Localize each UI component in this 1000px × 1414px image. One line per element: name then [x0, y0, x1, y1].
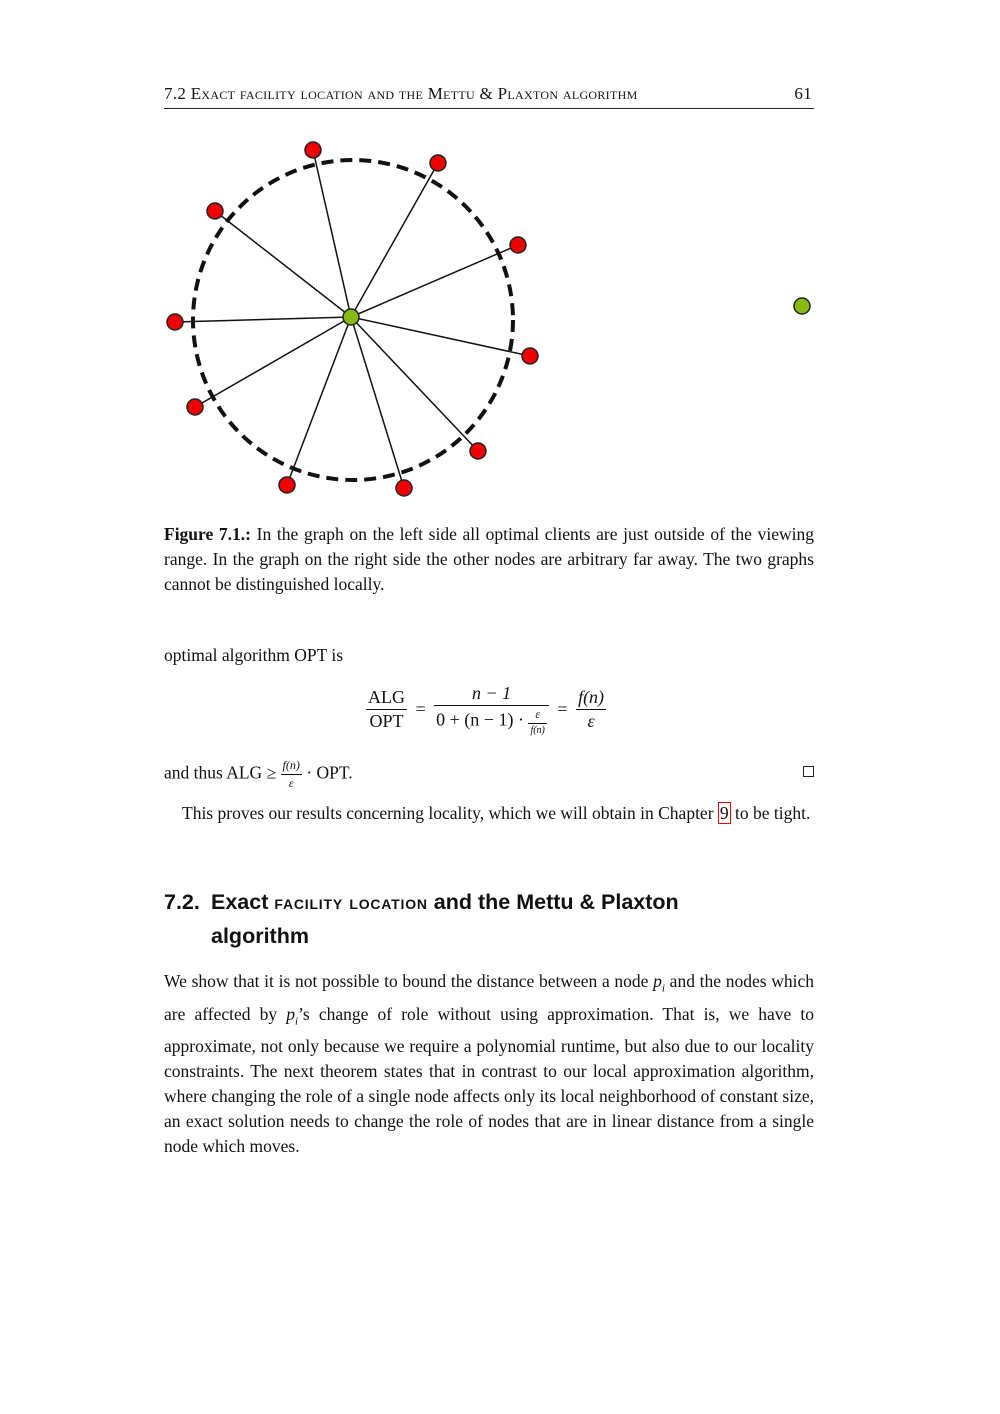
fn-eps-fraction: $\frac{f(n)}{\varepsilon}$: [578, 687, 605, 731]
ratio-equation: $\frac{\text{ALG}}{\text{OPT}}$ = n − 1 0 + (n − 1) · $\frac{\varepsilon}{f(n)}$ = $\frac{f(n)}{\varepsilon}$: [368, 683, 605, 736]
edge-8: [195, 317, 351, 407]
client-node-5: [470, 443, 486, 459]
alg-opt-fraction: $\frac{\text{ALG}}{\text{OPT}}$: [368, 687, 405, 731]
thus-line: and thus ALG ≥ $\frac{f(n)}{\varepsilon}$ · OPT.: [164, 758, 814, 791]
caption-text: In the graph on the left side all optimal clients are just outside of the viewing range. In the graph on the right side the other nodes are arbitrary far away. The two graphs cannot be distinguished locally.: [164, 524, 814, 594]
intro-line: optimal algorithm OPT is: [164, 645, 344, 665]
edge-3: [351, 245, 518, 317]
edge-7: [287, 317, 351, 485]
far-facility-node: [794, 298, 810, 314]
client-node-7: [279, 477, 295, 493]
center-facility-node: [343, 309, 359, 325]
caption-label: Figure 7.1.:: [164, 524, 251, 544]
qed-box: [803, 766, 814, 777]
client-node-2: [430, 155, 446, 171]
edge-9: [175, 317, 351, 322]
client-node-8: [187, 399, 203, 415]
section-paragraph: We show that it is not possible to bound the distance between a node $p_i$ and the nodes which are affected by $p_i’s$ change of role without using approximation. That is, we have to approximate, not only because we require a polynomial runtime, but also due to our locality constraints. The next theorem states that in contrast to our local approximation algorithm, where changing the role of a single node affects only its local neighborhood of constant size, an exact solution needs to change the role of nodes that are in linear distance from a single node which moves.: [164, 971, 815, 1156]
figure-graph: [160, 135, 820, 505]
edge-4: [351, 317, 530, 356]
client-node-3: [510, 237, 526, 253]
page-number: 61: [794, 84, 812, 103]
client-node-6: [396, 480, 412, 496]
edge-2: [351, 163, 438, 317]
locality-paragraph: This proves our results concerning locality, which we will obtain in Chapter 9 to be tight.: [182, 803, 811, 823]
edge-6: [351, 317, 404, 488]
client-node-10: [207, 203, 223, 219]
edge-5: [351, 317, 478, 451]
middle-fraction: n − 1 0 + (n − 1) · $\frac{\varepsilon}{f(n)}$: [434, 683, 549, 736]
client-node-9: [167, 314, 183, 330]
chapter-ref-link[interactable]: 9: [719, 803, 729, 823]
client-node-1: [305, 142, 321, 158]
figure-caption: [164, 522, 814, 597]
running-header: [164, 84, 814, 109]
header-title: 7.2 Exact facility location and the Mettu & Plaxton algorithm: [164, 84, 638, 103]
client-node-4: [522, 348, 538, 364]
